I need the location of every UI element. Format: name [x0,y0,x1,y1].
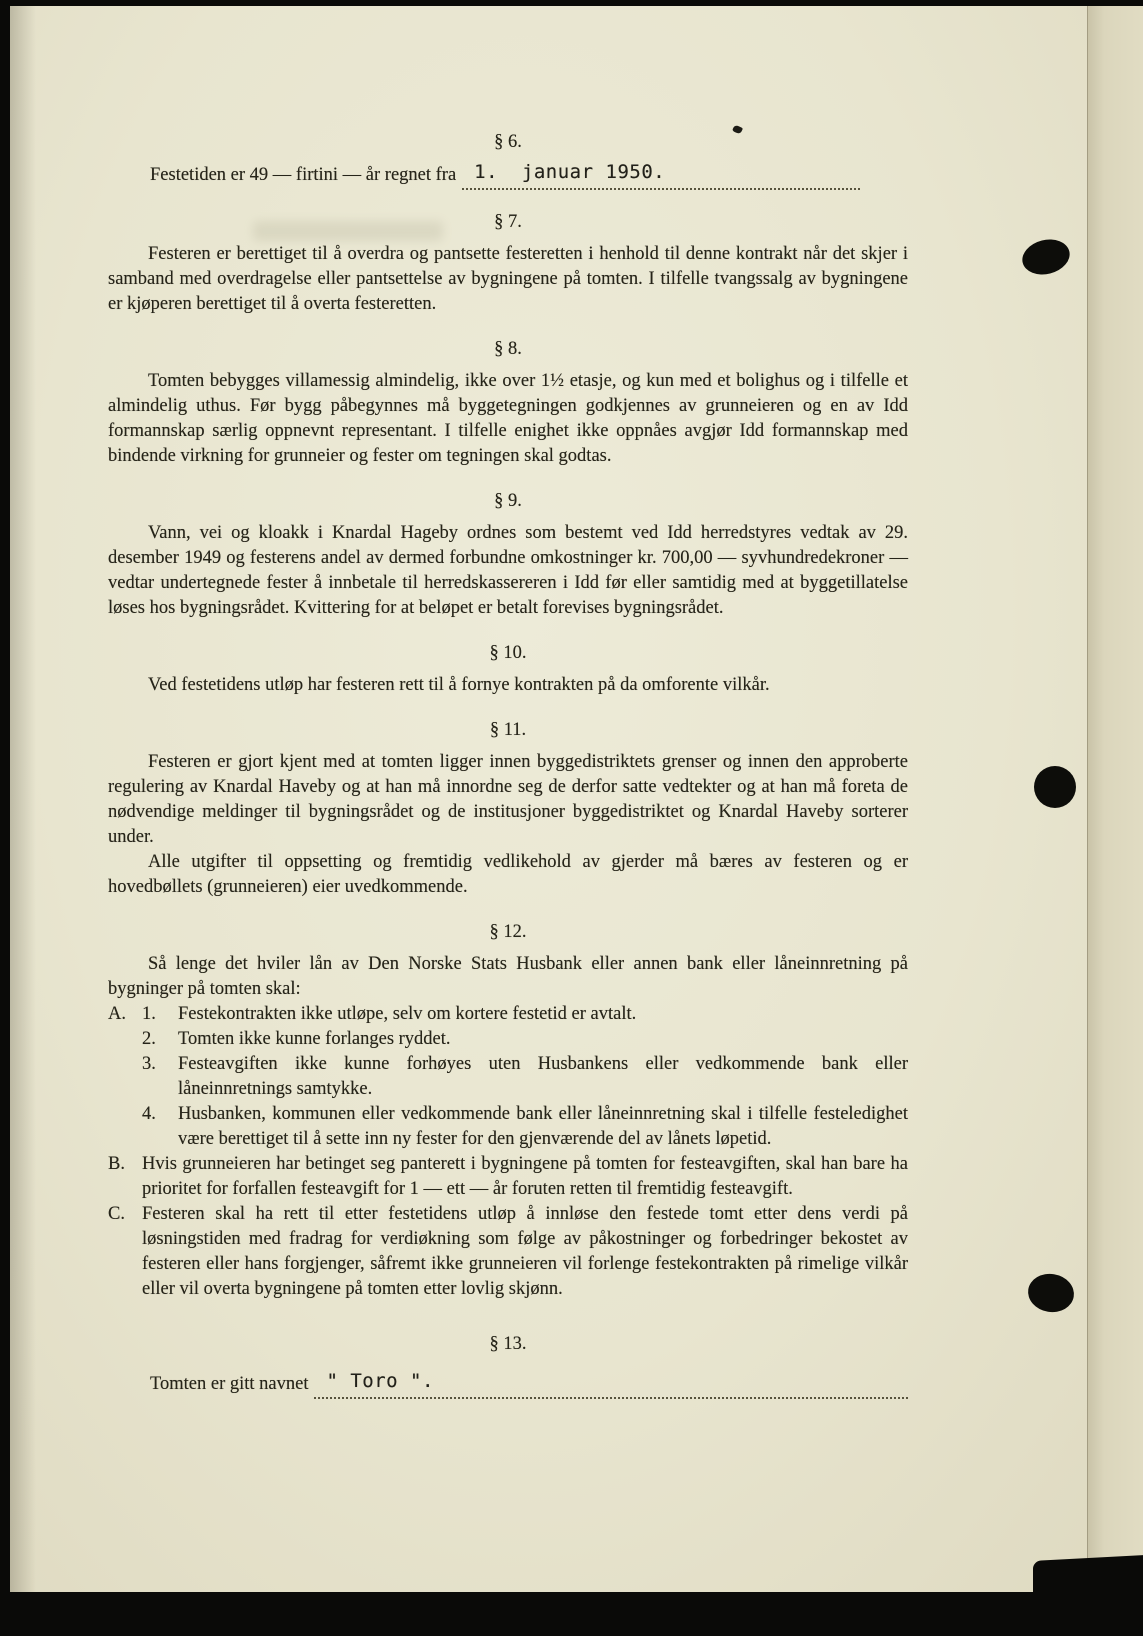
typed-name-value: " Toro ". [326,1370,434,1392]
list-marker-number: 1. [142,1004,156,1024]
list-item [108,1027,908,1052]
dotted-fill-line [314,1371,908,1399]
tomt-navn-label: Tomten er gitt navnet [150,1374,309,1394]
list-marker-number: 4. [142,1104,156,1124]
scan-border-top [0,0,1143,6]
section-heading: § 7. [494,212,522,232]
scan-border-left [0,0,10,1636]
section-heading: § 8. [494,339,522,359]
festetid-line [108,162,908,190]
adjacent-page-edge [1087,6,1143,1592]
section-11 [108,718,908,900]
section-6 [108,130,908,190]
list-item-text: Tomten ikke kunne forlanges ryddet. [178,1029,451,1049]
section-9 [108,489,908,621]
paragraph: Tomten bebygges villamessig almindelig, ikke over 1½ etasje, og kun med et bolighus og i tilfelle et almindelig uthus. Før bygg påbegynnes må byggetegningen godkjennes av grunneieren og en av Idd formannskap særlig oppnevnt representant. I tilfelle enighet ikke oppnåes avgjør Idd formannskap med bindende virkning for grunneier og fester om tegningen skal godtas. [108,371,908,466]
list-item [108,1052,908,1102]
paragraph: Alle utgifter til oppsetting og fremtidig vedlikehold av gjerder må bæres av festeren og er hovedbøllets (grunneieren) eier uvedkommende. [108,852,908,897]
list-marker-outer [108,1052,142,1102]
section-heading: § 13. [489,1334,527,1354]
section-heading: § 12. [489,922,527,942]
list-marker-outer: A. [108,1004,126,1024]
section-heading: § 11. [489,720,527,740]
list-item [108,1202,908,1302]
list-item-text: Hvis grunneieren har betinget seg panterett i bygningene på tomten for festeavgiften, skal han bare ha prioritet for forfallen festeavgift for 1 — ett — år foruten retten til fremtidig festeavgift. [142,1154,908,1199]
list-marker-outer: C. [108,1204,125,1224]
paragraph: Festeren er berettiget til å overdra og pantsette festeretten i henhold til denne kontrakt når det skjer i samband med overdragelse eller pantsettelse av bygningene på tomten. I tilfelle tvangssalg av bygningene er kjøperen berettiget til å overta festeretten. [108,244,908,314]
contract-text [108,0,908,1399]
list-item-text: Festeren skal ha rett til etter festetidens utløp å innløse den festede tomt etter dens verdi på løsningstiden med fradrag for verdiøkning som følge av påkostninger og forbedringer bekostet av festeren eller hans forgjenger, såfremt ikke grunneieren vil forlenge festekontrakten på rimelige vilkår eller vil overta bygningene på tomten etter lovlig skjønn. [142,1204,908,1299]
list-marker-number: 2. [142,1029,156,1049]
paragraph: Festeren er gjort kjent med at tomten ligger innen byggedistriktets grenser og innen den approberte regulering av Knardal Haveby og at han må innordne seg de derfor satte vedtekter og at han må foreta de nødvendige meldinger til bygningsrådet og de institusjoner byggedistriktet og Knardal Haveby sorterer under. [108,752,908,847]
paragraph: Så lenge det hviler lån av Den Norske Stats Husbank eller annen bank eller låneinnretning på bygninger på tomten skal: [108,954,908,999]
list-item [108,1002,908,1027]
list-marker-outer [108,1027,142,1052]
list-item-text: Festeavgiften ikke kunne forhøyes uten Husbankens eller vedkommende bank eller låneinnretnings samtykke. [178,1054,908,1099]
section-12 [108,920,908,1302]
list-item-text: Husbanken, kommunen eller vedkommende bank eller låneinnretning skal i tilfelle festeledighet være berettiget til å sette inn ny fester for den gjenværende del av lånets løpetid. [178,1104,908,1149]
list-marker-outer [108,1102,142,1152]
tomt-navn-line [108,1371,908,1399]
festetid-label: Festetiden er 49 — firtini — år regnet fra [150,165,457,185]
section-heading: § 9. [494,491,522,511]
section-10 [108,641,908,698]
dotted-fill-line [462,162,860,190]
typed-date-value: 1. januar 1950. [474,161,666,183]
paragraph: Ved festetidens utløp har festeren rett til å fornye kontrakten på da omforente vilkår. [148,675,770,695]
section-13 [108,1332,908,1399]
section-heading: § 6. [494,132,522,152]
list-item-text: Festekontrakten ikke utløpe, selv om kortere festetid er avtalt. [178,1004,637,1024]
scan-border-bottom [0,1592,1143,1636]
paragraph: Vann, vei og kloakk i Knardal Hageby ordnes som bestemt ved Idd herredstyres vedtak av 29. desember 1949 og festerens andel av dermed forbundne omkostninger kr. 700,00 — syvhundredekroner — vedtar undertegnede fester å innbetale til herredskassereren i Idd før eller samtidig med at byggetillatelse løses hos bygningsrådet. Kvittering for at beløpet er betalt forevises bygningsrådet. [108,523,908,618]
section-heading: § 10. [489,643,527,663]
list-item [108,1102,908,1152]
section-8 [108,337,908,469]
list-item [108,1152,908,1202]
list-marker-outer: B. [108,1154,125,1174]
punch-hole [1034,766,1076,808]
list-marker-number: 3. [142,1054,156,1074]
section-7 [108,210,908,317]
